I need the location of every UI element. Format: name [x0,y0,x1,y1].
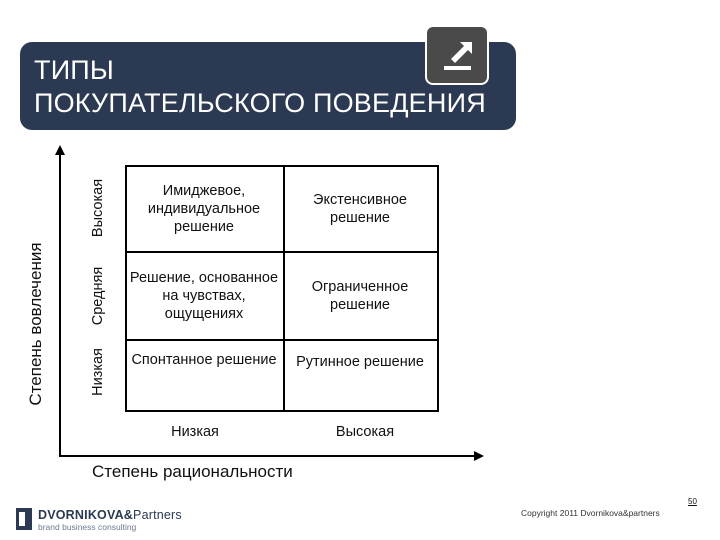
x-axis-label: Степень рациональности [92,462,293,481]
cell-extensive-decision: Экстенсивное решение [313,192,407,226]
logo-name-light: Partners [133,508,182,522]
company-logo [16,504,216,532]
y-axis-line [59,150,61,457]
y-tick-high: Высокая [90,178,106,238]
x-axis-arrow [474,451,484,461]
cell-routine-decision: Рутинное решение [296,354,424,370]
cell-emotional-decision: Решение, основанное на чувствах, ощущениях [129,270,279,322]
x-axis-line [59,455,477,457]
logo-tagline: brand business consulting [38,522,137,532]
x-tick-high: Высокая [335,424,395,440]
title-line-2: ПОКУПАТЕЛЬСКОГО ПОВЕДЕНИЯ [34,88,486,118]
y-tick-mid: Средняя [90,266,106,326]
cell-spontaneous-decision: Спонтанное решение [131,352,277,368]
arrow-up-right-icon[interactable] [427,27,487,83]
logo-name [38,508,182,522]
title-line-1: ТИПЫ [34,55,115,85]
logo-name-bold: DVORNIKOVA& [38,508,134,522]
y-axis-label: Степень вовлечения [26,242,45,406]
cell-image-decision: Имиджевое, индивидуальное решение [147,183,261,235]
cell-limited-decision: Ограниченное решение [311,279,409,313]
y-axis-arrow [55,145,65,155]
page-number[interactable]: 50 [688,497,697,506]
y-tick-low: Низкая [90,348,106,396]
logo-mark-icon [16,508,32,530]
x-tick-low: Низкая [171,424,219,440]
copyright-text: Copyright 2011 Dvornikova&partners [521,508,660,518]
